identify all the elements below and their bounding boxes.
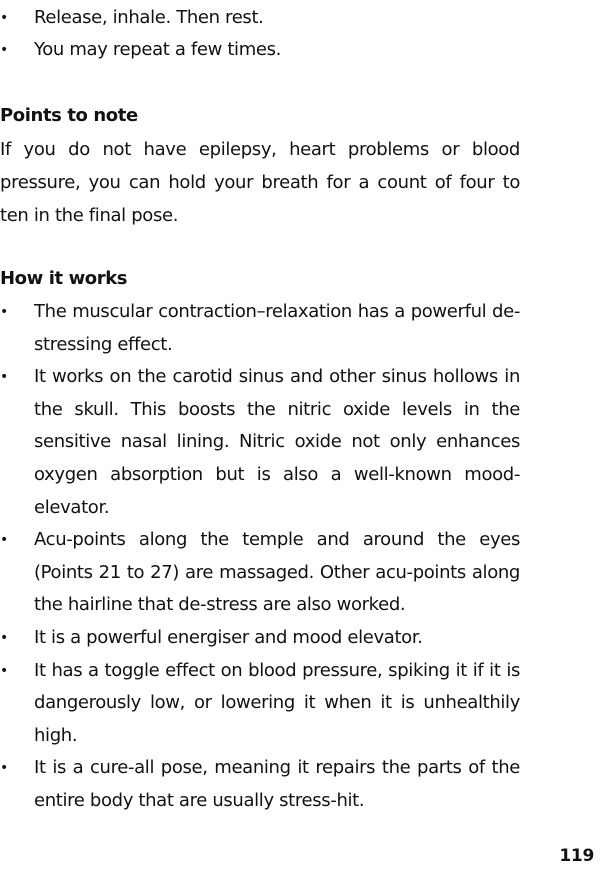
how-it-works-heading: How it works	[0, 268, 128, 289]
list-item: • You may repeat a few times.	[0, 34, 520, 66]
list-item: • Acu-points along the temple and around the eyes (Points 21 to 27) are massaged. Other acu-points along the hairline that de-stress are also worked.	[0, 524, 520, 622]
list-item: • The muscular contraction–relaxation has a powerful de-stressing effect.	[0, 296, 520, 361]
list-item: • It works on the carotid sinus and other sinus hollows in the skull. This boosts the nitric oxide levels in the sensitive nasal lining. Nitric oxide not only enhances oxygen absorption but is also a well-known mood-elevator.	[0, 361, 520, 524]
points-to-note-paragraph: If you do not have epilepsy, heart problems or blood pressure, you can hold your breath for a count of four to ten in the final pose.	[0, 139, 520, 226]
list-item: • Release, inhale. Then rest.	[0, 2, 520, 34]
page-number: 119	[559, 846, 594, 866]
list-item: • It is a cure-all pose, meaning it repairs the parts of the entire body that are usually stress-hit.	[0, 752, 520, 817]
how-it-works-list	[0, 296, 520, 818]
list-item: • It has a toggle effect on blood pressure, spiking it if it is dangerously low, or lowering it when it is unhealthily high.	[0, 655, 520, 753]
points-to-note-heading: Points to note	[0, 105, 138, 126]
top-bullet-list	[0, 2, 520, 66]
list-item: • It is a powerful energiser and mood elevator.	[0, 622, 520, 655]
